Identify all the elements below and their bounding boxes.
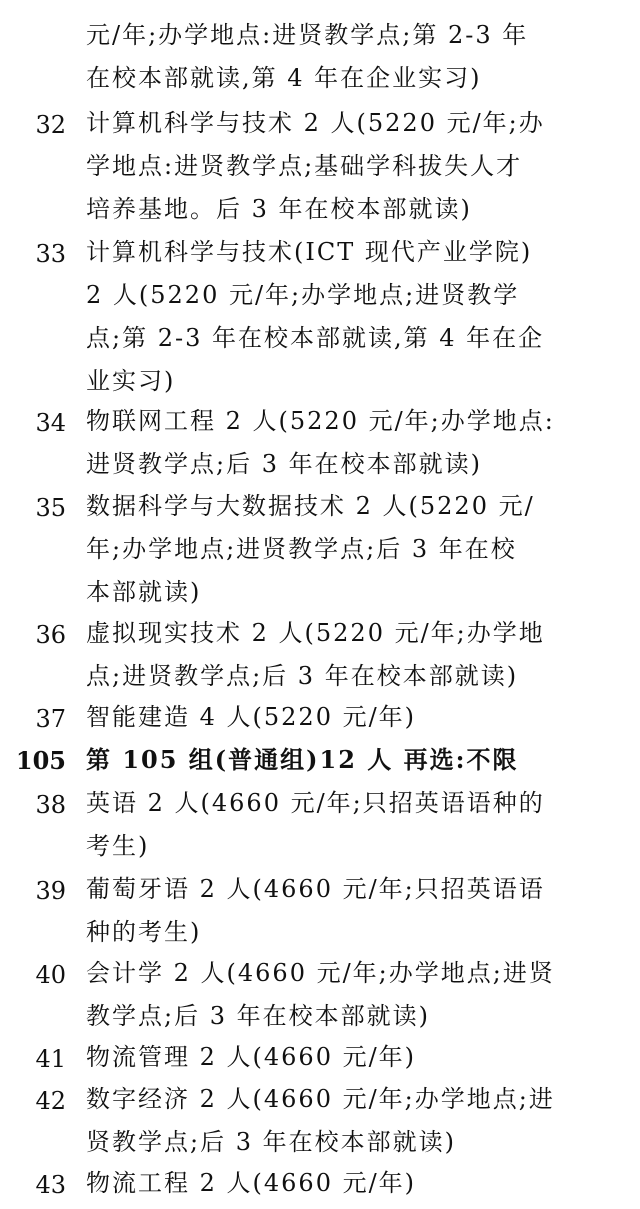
entry-line: 进贤教学点;后 3 年在校本部就读) [86,450,482,478]
entry-text [86,1078,606,1164]
entry-line: 会计学 2 人(4660 元/年;办学地点;进贤 [86,959,555,987]
entry-line: 计算机科学与技术 2 人(5220 元/年;办 [86,109,545,137]
entry-text [86,782,606,868]
entry-line: 元/年;办学地点:进贤教学点;第 2-3 年 [86,21,529,49]
entry-number: 38 [35,791,66,819]
entry-line: 数据科学与大数据技术 2 人(5220 元/ [86,492,535,520]
entry-text [86,485,606,614]
entry-text [86,1162,606,1205]
entry-text [86,952,606,1038]
group-text [86,738,606,781]
entry-number: 32 [35,111,66,139]
group-number: 105 [15,746,66,775]
entry-text [86,102,606,231]
group-line: 第 105 组(普通组)12 人 再选:不限 [86,745,519,774]
entry-line: 点;进贤教学点;后 3 年在校本部就读) [86,662,519,690]
entry-number: 43 [35,1171,66,1199]
entry-number: 36 [35,621,66,649]
entry-line: 点;第 2-3 年在校本部就读,第 4 年在企 [86,324,545,352]
entry-number: 34 [35,409,66,437]
entry-line: 考生) [86,832,150,860]
entry-text [86,868,606,954]
entry-number: 35 [35,494,66,522]
entry-line: 业实习) [86,367,176,395]
entry-number: 40 [35,961,66,989]
entry-text [86,231,606,403]
entry-line: 物流工程 2 人(4660 元/年) [86,1169,417,1197]
entry-number: 37 [35,705,66,733]
entry-line: 数字经济 2 人(4660 元/年;办学地点;进 [86,1085,555,1113]
entry-text [86,400,606,486]
entry-line: 本部就读) [86,578,202,606]
entry-line: 物联网工程 2 人(5220 元/年;办学地点: [86,407,555,435]
entry-line: 英语 2 人(4660 元/年;只招英语语种的 [86,789,545,817]
entry-line: 教学点;后 3 年在校本部就读) [86,1002,430,1030]
entry-number: 33 [35,240,66,268]
entry-line: 在校本部就读,第 4 年在企业实习) [86,64,482,92]
entry-number: 39 [35,877,66,905]
entry-line: 虚拟现实技术 2 人(5220 元/年;办学地 [86,619,545,647]
entry-text [86,612,606,698]
entry-line: 培养基地。后 3 年在校本部就读) [86,195,472,223]
entry-number: 42 [35,1087,66,1115]
entry-line: 葡萄牙语 2 人(4660 元/年;只招英语语 [86,875,545,903]
entry-number: 41 [35,1045,66,1073]
entry-line: 贤教学点;后 3 年在校本部就读) [86,1128,456,1156]
entry-text [86,1036,606,1079]
entry-line: 智能建造 4 人(5220 元/年) [86,703,417,731]
entry-line: 2 人(5220 元/年;办学地点;进贤教学 [86,281,520,309]
entry-line: 计算机科学与技术(ICT 现代产业学院) [86,238,533,266]
entry-line: 物流管理 2 人(4660 元/年) [86,1043,417,1071]
entry-text [86,14,606,100]
entry-line: 学地点:进贤教学点;基础学科拔失人才 [86,152,523,180]
entry-line: 种的考生) [86,918,202,946]
entry-line: 年;办学地点;进贤教学点;后 3 年在校 [86,535,517,563]
entry-text [86,696,606,739]
